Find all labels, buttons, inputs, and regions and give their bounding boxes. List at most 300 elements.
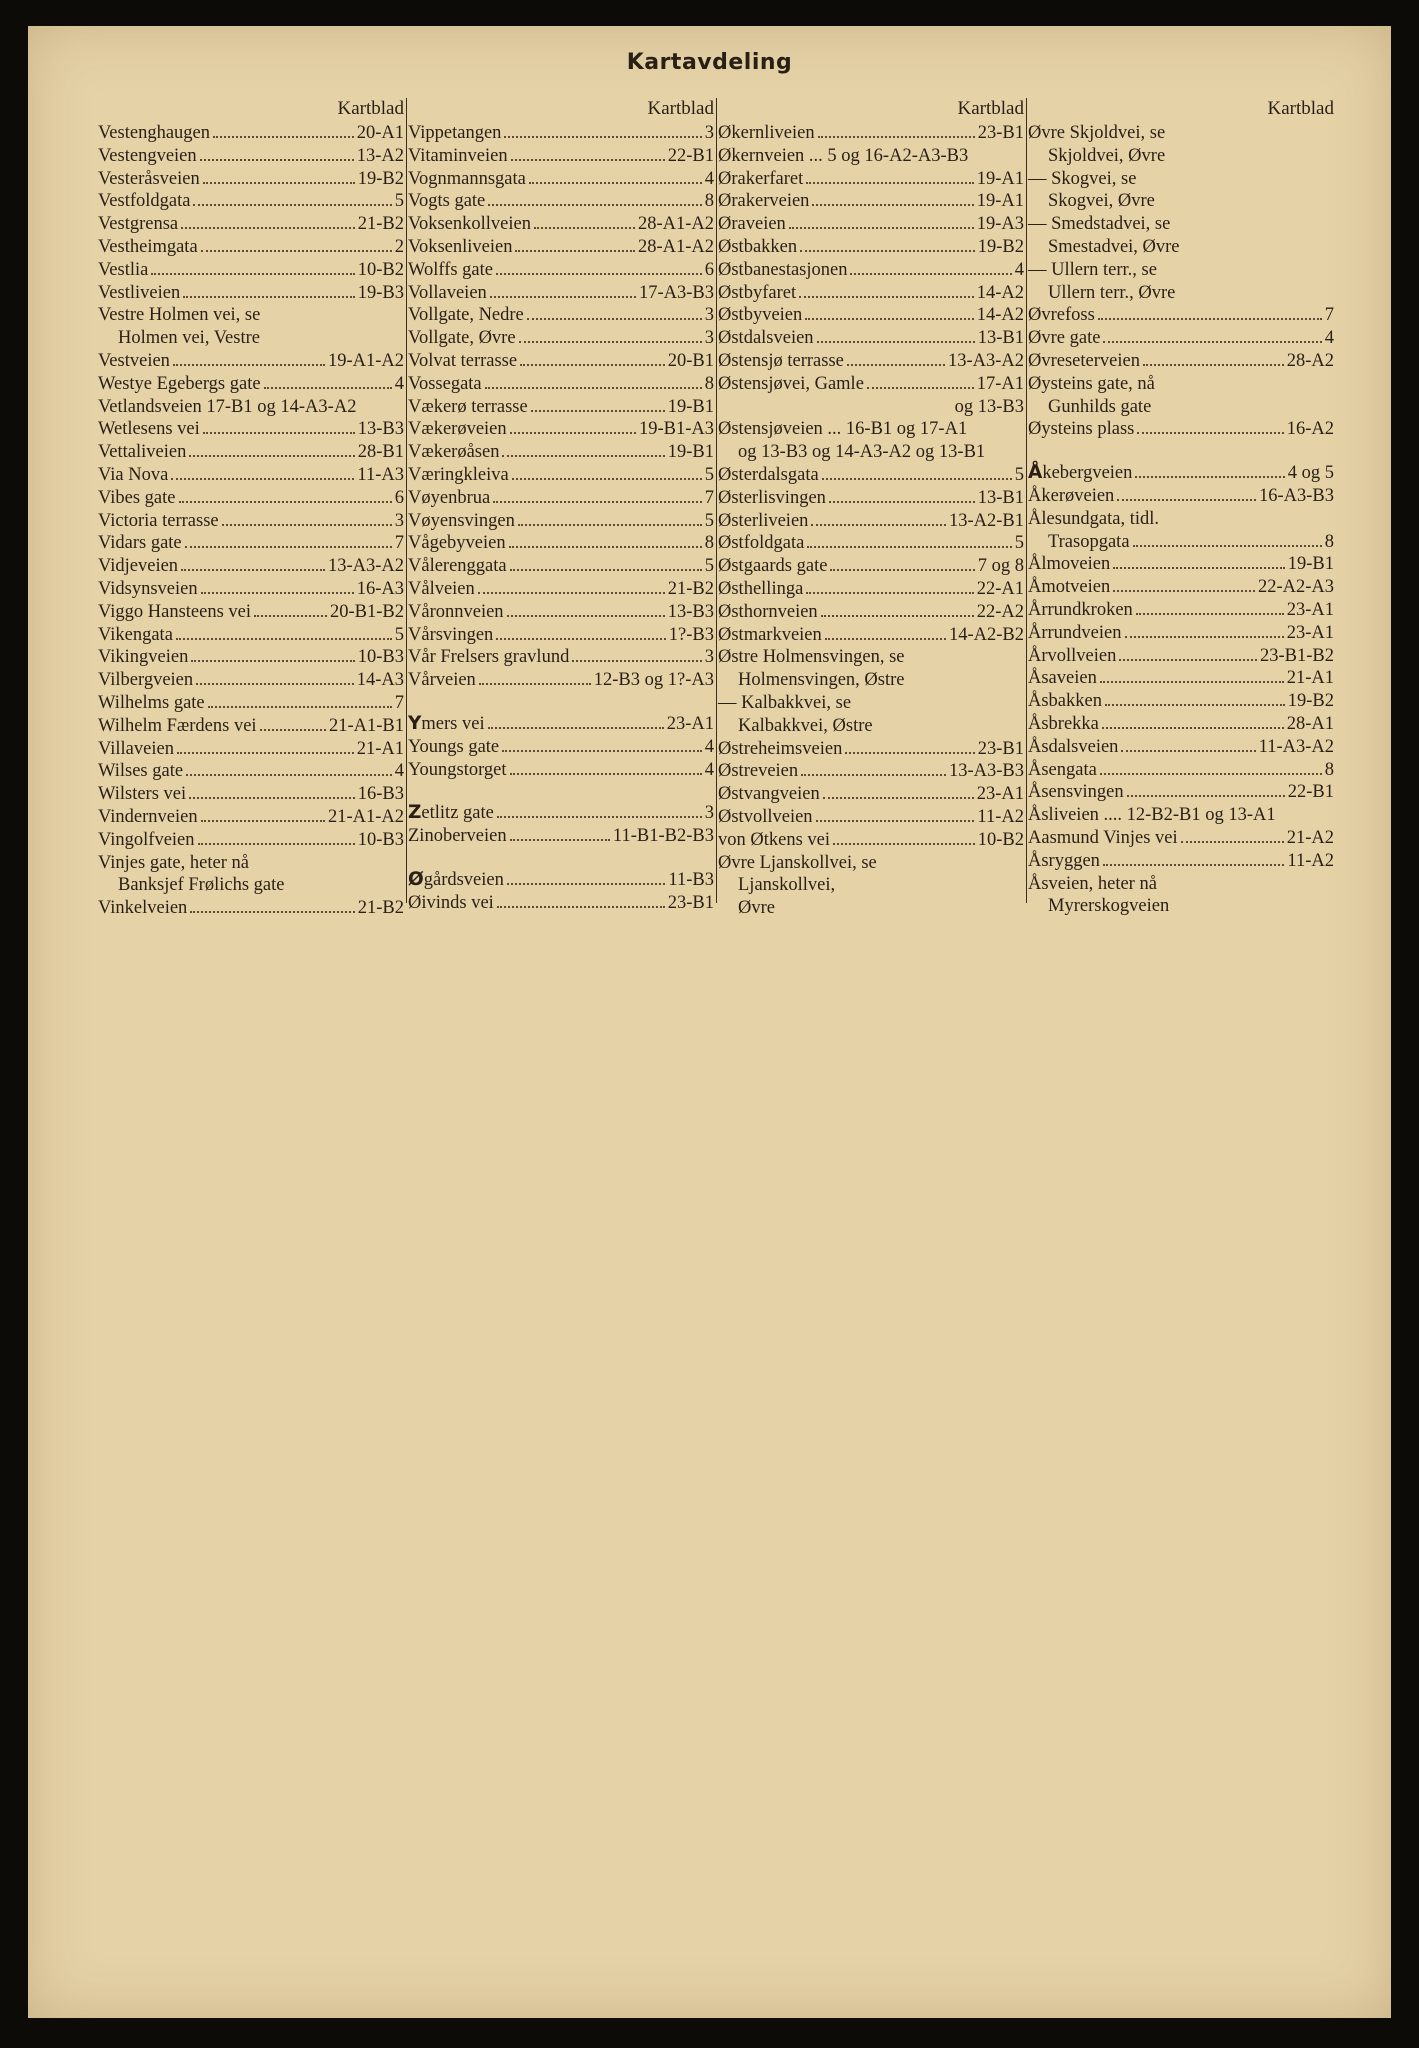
street-name: Åsbrekka xyxy=(1028,713,1099,734)
street-name: Østensjøvei, Gamle xyxy=(718,373,864,394)
index-entry xyxy=(408,418,716,441)
map-sheet-ref: 8 xyxy=(704,191,714,212)
dot-leader xyxy=(203,432,355,434)
index-entry xyxy=(408,532,716,555)
street-name: Vestlia xyxy=(98,259,149,280)
map-sheet-ref: 5 xyxy=(1014,464,1024,485)
map-sheet-ref: 8 xyxy=(1324,531,1334,552)
map-sheet-ref: 11-A3 xyxy=(357,464,404,485)
dot-leader xyxy=(490,296,636,298)
index-entry xyxy=(718,578,1026,601)
index-entry xyxy=(408,190,716,213)
dot-leader xyxy=(479,683,591,685)
index-entry xyxy=(98,852,406,875)
street-name: Volvat terrasse xyxy=(408,350,518,371)
index-entry xyxy=(718,532,1026,555)
street-name: Vækerøåsen xyxy=(408,442,500,463)
index-entry xyxy=(98,510,406,533)
dot-leader xyxy=(1143,364,1284,366)
dot-leader xyxy=(816,820,975,822)
dot-leader xyxy=(493,501,702,503)
dot-leader xyxy=(181,569,325,571)
map-sheet-ref: 6 xyxy=(394,487,404,508)
index-entry xyxy=(1028,553,1336,576)
street-name: Myrerskogveien xyxy=(1048,896,1170,917)
map-sheet-ref: 11-B1-B2-B3 xyxy=(612,826,714,847)
street-name: Østgaards gate xyxy=(718,556,828,577)
section-gap xyxy=(408,781,716,802)
dot-leader xyxy=(213,136,354,138)
index-entry xyxy=(408,282,716,305)
index-entry xyxy=(98,373,406,396)
dot-leader xyxy=(1121,750,1255,752)
dot-leader xyxy=(1136,613,1284,615)
map-sheet-ref: 6 xyxy=(704,259,714,280)
index-entry xyxy=(98,350,406,373)
map-sheet-ref: 23-A1 xyxy=(1286,622,1334,643)
street-name: Ljanskollvei, xyxy=(738,875,836,896)
street-name: Wilhelm Færdens vei xyxy=(98,715,257,736)
street-name: Via Nova xyxy=(98,464,169,485)
street-name: Skogvei, Øvre xyxy=(1048,191,1155,212)
index-entry xyxy=(98,327,406,350)
dot-leader xyxy=(1098,318,1322,320)
map-sheet-ref: 23-B1 xyxy=(977,738,1024,759)
map-sheet-ref: 3 xyxy=(704,328,714,349)
street-name: Vetlandsveien 17-B1 og 14-A3-A2 xyxy=(98,396,357,417)
street-name: Åsbakken xyxy=(1028,691,1102,712)
map-sheet-ref: 13-B1 xyxy=(977,328,1024,349)
street-name: Østerlisvingen xyxy=(718,487,826,508)
index-entry xyxy=(1028,690,1336,713)
index-entry xyxy=(718,396,1026,419)
map-sheet-ref: 7 xyxy=(704,487,714,508)
index-entry xyxy=(98,806,406,829)
map-sheet-ref: 28-A2 xyxy=(1286,350,1334,371)
map-sheet-ref: 10-B2 xyxy=(357,259,404,280)
map-sheet-ref: 17-A1 xyxy=(976,373,1024,394)
map-sheet-ref: 4 xyxy=(704,736,714,757)
map-sheet-ref: 3 xyxy=(704,123,714,143)
index-entry xyxy=(1028,508,1336,531)
street-name: Vårveien xyxy=(408,670,476,691)
street-name-rest: kebergveien xyxy=(1042,463,1133,484)
dot-leader xyxy=(1127,795,1285,797)
dot-leader xyxy=(181,227,355,229)
index-entry xyxy=(408,646,716,669)
index-entry xyxy=(1028,213,1336,236)
map-sheet-ref: 10-B2 xyxy=(977,829,1024,850)
map-sheet-ref: 21-B2 xyxy=(357,898,404,919)
dot-leader xyxy=(534,227,635,229)
dot-leader xyxy=(1100,773,1322,775)
map-sheet-ref: 7 xyxy=(394,533,404,554)
street-name: Åsengata xyxy=(1028,759,1097,780)
directory-page xyxy=(28,26,1391,2018)
index-entry xyxy=(718,168,1026,191)
dot-leader xyxy=(193,204,391,206)
section-initial: Y xyxy=(408,712,422,734)
street-name: Holmen vei, Vestre xyxy=(118,328,260,349)
index-column-4 xyxy=(1028,98,1336,918)
dot-leader xyxy=(504,136,701,138)
index-entry xyxy=(718,418,1026,441)
dot-leader xyxy=(264,387,392,389)
street-name-rest: etlitz gate xyxy=(421,803,494,824)
index-entry xyxy=(1028,122,1336,145)
map-sheet-ref: 11-B3 xyxy=(668,869,714,890)
index-entry xyxy=(1028,895,1336,918)
index-entry xyxy=(1028,282,1336,305)
dot-leader xyxy=(183,296,355,298)
street-name: Østerliveien xyxy=(718,510,809,531)
map-sheet-ref: 4 xyxy=(704,168,714,189)
index-entry xyxy=(408,259,716,282)
street-name: Gunhilds gate xyxy=(1048,396,1152,417)
dot-leader xyxy=(805,318,973,320)
index-entry xyxy=(718,646,1026,669)
map-sheet-ref: 14-A3 xyxy=(356,670,404,691)
street-name: Vingolfveien xyxy=(98,829,195,850)
map-sheet-ref: 8 xyxy=(704,533,714,554)
index-entry xyxy=(98,145,406,168)
street-name: Kalbakkvei, Østre xyxy=(738,715,873,736)
map-sheet-ref: 23-B1 xyxy=(977,123,1024,143)
index-entry xyxy=(1028,667,1336,690)
street-name: Åsryggen xyxy=(1028,850,1100,871)
street-name-rest: mers vei xyxy=(421,713,485,734)
dot-leader xyxy=(496,273,702,275)
index-entry xyxy=(98,829,406,852)
index-entry xyxy=(98,418,406,441)
map-sheet-ref: 19-A1 xyxy=(976,168,1024,189)
dot-leader xyxy=(203,182,355,184)
dot-leader xyxy=(173,364,325,366)
map-sheet-ref: 19-A3 xyxy=(976,214,1024,235)
street-name: Årvollveien xyxy=(1028,645,1117,666)
dot-leader xyxy=(201,820,325,822)
street-name: — Kalbakkvei, se xyxy=(718,692,852,713)
index-column-2 xyxy=(408,98,717,913)
index-entry xyxy=(718,190,1026,213)
street-name: Østensjøveien ... 16-B1 og 17-A1 xyxy=(718,419,968,440)
index-entry xyxy=(408,213,716,236)
dot-leader xyxy=(519,341,702,343)
street-name: Youngstorget xyxy=(408,759,507,780)
kartblad-header: Kartblad xyxy=(957,98,1024,119)
street-name: Voksenkollveien xyxy=(408,214,531,235)
index-entry xyxy=(98,259,406,282)
section-gap xyxy=(408,848,716,869)
dot-leader xyxy=(867,387,974,389)
street-name: Vinkelveien xyxy=(98,898,188,919)
street-name xyxy=(1028,462,1132,485)
street-name: Vålveien xyxy=(408,578,475,599)
dot-leader xyxy=(201,592,354,594)
dot-leader xyxy=(222,524,392,526)
index-entry xyxy=(408,396,716,419)
street-name: Øvrefoss xyxy=(1028,305,1095,326)
dot-leader xyxy=(507,615,665,617)
index-entry xyxy=(1028,168,1336,191)
index-entry xyxy=(408,441,716,464)
index-entry xyxy=(718,304,1026,327)
dot-leader xyxy=(1100,681,1284,683)
index-entry xyxy=(718,145,1026,168)
street-name: Wetlesens vei xyxy=(98,419,200,440)
map-sheet-ref: 16-A3-B3 xyxy=(1258,485,1334,506)
dot-leader xyxy=(151,273,354,275)
index-entry xyxy=(1028,576,1336,599)
street-name: — Skogvei, se xyxy=(1028,168,1137,189)
map-sheet-ref: 4 xyxy=(1324,328,1334,349)
index-column-1 xyxy=(98,98,407,919)
index-entry xyxy=(1028,713,1336,736)
street-name: Vinjes gate, heter nå xyxy=(98,852,249,873)
dot-leader xyxy=(478,592,665,594)
map-sheet-ref: 23-A1 xyxy=(666,713,714,734)
dot-leader xyxy=(821,615,974,617)
map-sheet-ref: 10-B3 xyxy=(357,829,404,850)
index-entry xyxy=(1028,645,1336,668)
street-name: Vollgate, Øvre xyxy=(408,328,516,349)
dot-leader xyxy=(531,410,665,412)
kartblad-header: Kartblad xyxy=(647,98,714,119)
index-entry xyxy=(718,259,1026,282)
map-sheet-ref: 11-A3-A2 xyxy=(1258,736,1334,757)
map-sheet-ref: 7 og 8 xyxy=(977,556,1024,577)
index-entry xyxy=(98,532,406,555)
dot-leader xyxy=(510,773,702,775)
map-sheet-ref: 3 xyxy=(704,803,714,824)
dot-leader xyxy=(196,683,354,685)
street-name: Trasopgata xyxy=(1048,531,1130,552)
map-sheet-ref: 28-A1-A2 xyxy=(637,236,714,257)
street-name: Vågebyveien xyxy=(408,533,506,554)
street-name: Vikengata xyxy=(98,624,173,645)
dot-leader xyxy=(260,729,326,731)
dot-leader xyxy=(509,546,702,548)
section-gap xyxy=(408,692,716,713)
street-name: Victoria terrasse xyxy=(98,510,219,531)
index-entry xyxy=(718,487,1026,510)
index-entry xyxy=(718,601,1026,624)
index-entry xyxy=(408,510,716,533)
section-initial: Ø xyxy=(408,868,424,890)
index-entry xyxy=(98,122,406,145)
index-entry xyxy=(718,555,1026,578)
street-name: Voksenliveien xyxy=(408,236,513,257)
index-entry xyxy=(718,464,1026,487)
map-sheet-ref: 21-A2 xyxy=(1286,827,1334,848)
index-entry xyxy=(1028,236,1336,259)
street-name: Øvreseterveien xyxy=(1028,350,1140,371)
index-entry xyxy=(1028,531,1336,554)
street-name: Vidjeveien xyxy=(98,556,179,577)
street-name: Østbyfaret xyxy=(718,282,797,303)
dot-leader xyxy=(488,727,664,729)
dot-leader xyxy=(201,250,392,252)
index-entry xyxy=(718,373,1026,396)
index-entry xyxy=(98,555,406,578)
index-entry xyxy=(1028,462,1336,485)
street-name: Vestgrensa xyxy=(98,214,179,235)
index-entry xyxy=(718,897,1026,920)
map-sheet-ref: 14-A2 xyxy=(976,282,1024,303)
index-entry xyxy=(408,892,716,915)
dot-leader xyxy=(497,906,665,908)
street-name: Vestveien xyxy=(98,350,170,371)
street-name: Økernliveien xyxy=(718,123,815,143)
street-name: Åmotveien xyxy=(1028,577,1111,598)
dot-leader xyxy=(190,911,354,913)
street-name: Banksjef Frølichs gate xyxy=(118,875,285,896)
section-initial: Å xyxy=(1028,462,1043,484)
index-entry xyxy=(1028,350,1336,373)
dot-leader xyxy=(1102,727,1284,729)
index-entry xyxy=(718,692,1026,715)
dot-leader xyxy=(801,774,946,776)
dot-leader xyxy=(845,752,974,754)
street-name: Åsdalsveien xyxy=(1028,736,1119,757)
street-name: Westye Egebergs gate xyxy=(98,373,261,394)
index-entry xyxy=(408,802,716,825)
dot-leader xyxy=(171,478,354,480)
map-sheet-ref: 5 xyxy=(394,191,404,212)
street-name: Østbanestasjonen xyxy=(718,259,848,280)
street-name: Youngs gate xyxy=(408,736,500,757)
dot-leader xyxy=(1133,545,1322,547)
index-entry xyxy=(718,829,1026,852)
page-title: Kartavdeling xyxy=(626,50,793,75)
dot-leader xyxy=(833,843,975,845)
dot-leader xyxy=(507,883,666,885)
map-sheet-ref: 28-A1-A2 xyxy=(637,214,714,235)
street-name: Østfoldgata xyxy=(718,533,805,554)
street-name: Østbyveien xyxy=(718,305,803,326)
map-sheet-ref: 16-B3 xyxy=(357,784,404,805)
index-entry xyxy=(718,213,1026,236)
dot-leader xyxy=(200,159,354,161)
dot-leader xyxy=(806,592,973,594)
street-name: Wolffs gate xyxy=(408,259,493,280)
index-entry xyxy=(1028,850,1336,873)
street-name: Wilhelms gate xyxy=(98,692,205,713)
index-entry xyxy=(98,213,406,236)
street-name: Vibes gate xyxy=(98,487,176,508)
map-sheet-ref: 5 xyxy=(1014,533,1024,554)
street-name: Øvre Ljanskollvei, se xyxy=(718,852,877,873)
map-sheet-ref: 28-B1 xyxy=(357,442,404,463)
dot-leader xyxy=(520,364,665,366)
street-name: Ørakerfaret xyxy=(718,168,804,189)
street-name: Viggo Hansteens vei xyxy=(98,601,252,622)
index-entry xyxy=(98,396,406,419)
street-name: Vindernveien xyxy=(98,806,198,827)
dot-leader xyxy=(179,501,392,503)
map-sheet-ref: 8 xyxy=(704,373,714,394)
index-entry xyxy=(718,738,1026,761)
street-name: von Øtkens vei xyxy=(718,829,831,850)
dot-leader xyxy=(847,364,945,366)
index-entry xyxy=(98,715,406,738)
index-entry xyxy=(98,487,406,510)
index-entry xyxy=(718,806,1026,829)
dot-leader xyxy=(1113,590,1255,592)
street-name: Vøyensvingen xyxy=(408,510,515,531)
dot-leader xyxy=(1119,659,1257,661)
dot-leader xyxy=(511,159,665,161)
index-entry xyxy=(98,669,406,692)
kartblad-header: Kartblad xyxy=(337,98,404,119)
index-entry xyxy=(98,190,406,213)
map-sheet-ref: 19-B1 xyxy=(667,396,714,417)
street-name: Wilses gate xyxy=(98,761,184,782)
dot-leader xyxy=(510,569,702,571)
map-sheet-ref: 11-A2 xyxy=(1287,850,1334,871)
index-entry xyxy=(98,624,406,647)
index-entry xyxy=(408,145,716,168)
map-sheet-ref: 5 xyxy=(704,510,714,531)
street-name: Vitaminveien xyxy=(408,145,508,166)
map-sheet-ref: 19-B1 xyxy=(667,442,714,463)
dot-leader xyxy=(830,569,974,571)
index-entry xyxy=(718,783,1026,806)
dot-leader xyxy=(1117,499,1256,501)
dot-leader xyxy=(1137,432,1283,434)
street-name: Østreheimsveien xyxy=(718,738,843,759)
map-sheet-ref: 19-B1-A3 xyxy=(638,419,714,440)
index-entry xyxy=(408,236,716,259)
map-sheet-ref: og 13-B3 xyxy=(954,396,1024,417)
street-name: Vippetangen xyxy=(408,123,502,143)
map-sheet-ref: 11-A2 xyxy=(977,806,1024,827)
map-sheet-ref: 22-B1 xyxy=(667,145,714,166)
street-name-rest: gårdsveien xyxy=(423,869,504,890)
street-name: Vestre Holmen vei, se xyxy=(98,305,261,326)
street-name: Ørakerveien xyxy=(718,191,810,212)
map-sheet-ref: 28-A1 xyxy=(1286,713,1334,734)
index-entry xyxy=(718,669,1026,692)
index-entry xyxy=(718,327,1026,350)
street-name: Øysteins gate, nå xyxy=(1028,373,1155,394)
map-sheet-ref: 4 xyxy=(704,759,714,780)
index-entry xyxy=(408,759,716,782)
dot-leader xyxy=(186,774,392,776)
dot-leader xyxy=(189,455,354,457)
street-name: Væringkleiva xyxy=(408,464,509,485)
map-sheet-ref: 21-B2 xyxy=(667,578,714,599)
map-sheet-ref: 21-A1-A2 xyxy=(327,806,404,827)
street-name: Østhellinga xyxy=(718,578,804,599)
dot-leader xyxy=(512,478,702,480)
street-name: Vækerø terrasse xyxy=(408,396,528,417)
map-sheet-ref: 2 xyxy=(394,236,404,257)
index-entry xyxy=(98,738,406,761)
dot-leader xyxy=(502,455,664,457)
map-sheet-ref: 23-A1 xyxy=(976,784,1024,805)
index-entry xyxy=(1028,599,1336,622)
map-sheet-ref: 23-A1 xyxy=(1286,599,1334,620)
street-name: Aasmund Vinjes vei xyxy=(1028,827,1178,848)
street-name: Vidsynsveien xyxy=(98,578,198,599)
dot-leader xyxy=(1103,864,1284,866)
street-name: Vestenghaugen xyxy=(98,123,210,143)
index-entry xyxy=(1028,145,1336,168)
map-sheet-ref: 19-B2 xyxy=(977,236,1024,257)
map-sheet-ref: 4 xyxy=(394,761,404,782)
street-name: Vestfoldgata xyxy=(98,191,191,212)
